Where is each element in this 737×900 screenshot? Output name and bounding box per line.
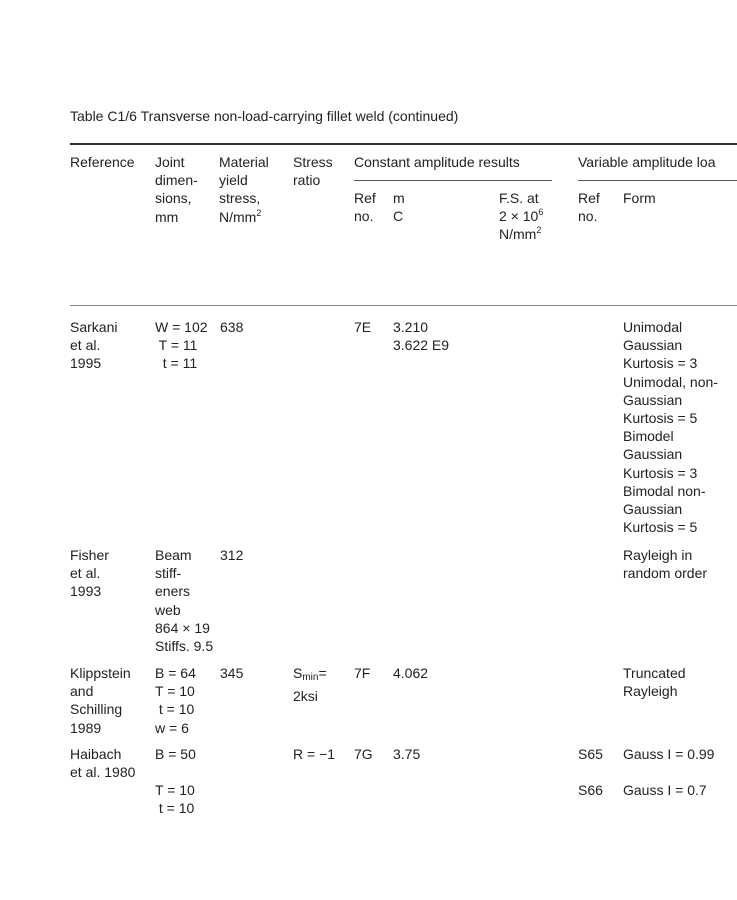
cell-joint: T = 10 t = 10 bbox=[155, 782, 195, 817]
header-reference: Reference bbox=[70, 154, 135, 170]
cell-form: Truncated Rayleigh bbox=[623, 665, 686, 700]
cell-ca-ref: 7G bbox=[354, 746, 373, 762]
variable-group-rule bbox=[578, 180, 737, 181]
cell-reference: Klippstein and Schilling 1989 bbox=[70, 665, 131, 736]
cell-reference: Sarkani et al. 1995 bbox=[70, 319, 118, 372]
header-ca-ref: Ref no. bbox=[354, 190, 376, 225]
cell-material: 345 bbox=[220, 665, 244, 681]
cell-va-ref: S65 bbox=[578, 746, 603, 762]
constant-group-rule bbox=[354, 180, 552, 181]
cell-stress-ratio: $S_{min}=$ 2ksi bbox=[293, 665, 327, 705]
cell-ca-ref: 7F bbox=[354, 665, 371, 681]
header-ca-fs: F.S. at $2 \times 10^6$ $N/mm^2$ bbox=[499, 190, 544, 243]
cell-va-ref: S66 bbox=[578, 782, 603, 798]
cell-material: 312 bbox=[220, 547, 244, 563]
cell-stress-ratio: R = −1 bbox=[293, 746, 336, 762]
header-va-form: Form bbox=[623, 190, 656, 206]
header-stress-ratio: Stress ratio bbox=[293, 154, 333, 189]
cell-reference: Haibach et al. 1980 bbox=[70, 746, 136, 781]
cell-material: 638 bbox=[220, 319, 244, 335]
cell-joint: Beam stiff- eners web 864 × 19 Stiffs. 9.5 bbox=[155, 547, 214, 655]
header-variable-group: Variable amplitude loa bbox=[578, 154, 716, 170]
cell-form: Gauss I = 0.7 bbox=[623, 782, 707, 798]
cell-joint: B = 50 bbox=[155, 746, 196, 762]
table-caption: Table C1/6 Transverse non-load-carrying fillet weld (continued) bbox=[70, 108, 459, 124]
cell-form: Rayleigh in random order bbox=[623, 547, 708, 582]
cell-form: Unimodal Gaussian Kurtosis = 3 Unimodal, non- Gaussian Kurtosis = 5 Bimodel Gaussian Kurtosis = 3 Bimodal non- Gaussian Kurtosis = 5 bbox=[623, 319, 718, 536]
header-joint: Joint dimen- sions, mm bbox=[155, 154, 198, 225]
cell-form: Gauss I = 0.99 bbox=[623, 746, 715, 762]
cell-reference: Fisher et al. 1993 bbox=[70, 547, 109, 600]
cell-ca-m-c: 3.210 3.622 E9 bbox=[393, 319, 450, 354]
header-va-ref: Ref no. bbox=[578, 190, 600, 225]
header-constant-group: Constant amplitude results bbox=[354, 154, 520, 170]
cell-ca-m-c: 4.062 bbox=[393, 665, 429, 681]
cell-ca-ref: 7E bbox=[354, 319, 372, 335]
table-top-rule bbox=[70, 143, 737, 145]
cell-joint: B = 64 T = 10 t = 10 w = 6 bbox=[155, 665, 196, 736]
header-material: Material yield stress, $N/mm^2$ bbox=[219, 154, 269, 225]
header-ca-m-c: m C bbox=[393, 190, 405, 225]
header-bottom-rule bbox=[70, 305, 737, 306]
cell-ca-m-c: 3.75 bbox=[393, 746, 421, 762]
cell-joint: W = 102 T = 11 t = 11 bbox=[155, 319, 208, 372]
